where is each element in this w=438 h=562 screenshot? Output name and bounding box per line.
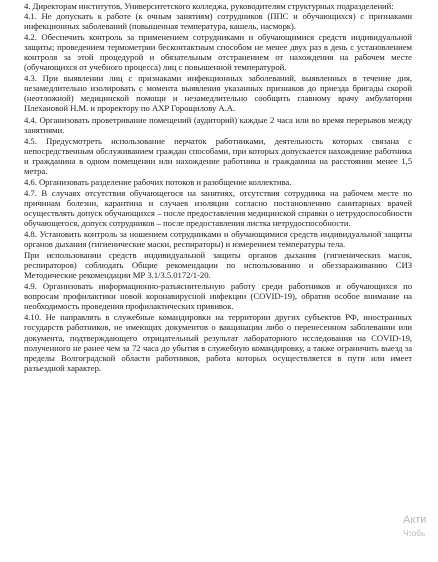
paragraph-4-3: 4.3. При выявлении лиц с признаками инфекционных заболеваний, выявленных в течение дня, незамедлительно изолировать с момента выявления указанных признаков до приезда бригады скорой (неотложной) медицинской помощи и незамедлительно сообщить главному врачу амбулатории Плехановой Н.М. и проректору по АХР Горощилову А.А.	[24, 73, 412, 114]
paragraph-4-7: 4.7. В случаях отсутствия обучающегося на занятиях, отсутствия сотрудника на рабочем месте по причинам болезни, карантина и случаев изоляции согласно постановлению санитарных врачей осуществлять допуск обучающихся – после предоставления медицинской справки о нетрудоспособности обучающегося, допуск сотрудников – после предоставления листка нетрудоспособности.	[24, 187, 412, 228]
paragraph-4-9: 4.9. Организовать информационно-разъяснительную работу среди работников и обучающихся по вопросам профилактики новой коронавирусной инфекции (COVID-19), обратив особое внимание на необходимость проведения профилактических прививок.	[24, 281, 412, 312]
paragraph-4-1: 4.1. Не допускать к работе (к очным занятиям) сотрудников (ППС и обучающихся) с признаками инфекционных заболеваний (повышенная температура, кашель, насморк).	[24, 11, 412, 32]
watermark-line-2: Чтобь	[403, 529, 426, 538]
paragraph-4-8: 4.8. Установить контроль за ношением сотрудниками и обучающимися средств индивидуальной защиты органов дыхания (гигиенические маски, респираторы) и измерением температуры тела.	[24, 229, 412, 250]
paragraph-4-6: 4.6. Организовать разделение рабочих потоков и разобщение коллектива.	[24, 176, 292, 187]
paragraph-4-5: 4.5. Предусмотреть использование перчаток работниками, деятельность которых связана с непосредственным обслуживанием граждан способами, при которых допускается нахождение работника и гражданина в одном помещении или нахождение работника и гражданина на расстоянии менее 1,5 метра.	[24, 135, 412, 176]
section-4-heading: 4. Директорам институтов, Университетского колледжа, руководителям структурных подразделений:	[24, 1, 394, 11]
paragraph-4-10: 4.10. Не направлять в служебные командировки на территории других субъектов РФ, иностранных государств работников, не имеющих документов о вакцинации либо о перенесенном заболевании или документа, подтверждающего отрицательный результат лабораторного исследования на COVID-19, полученного не ранее чем за 72 часа до убытия в служебную командировку, а также ограничить выезд за пределы Волгоградской области работников, работа которых осуществляется в пути или имеет разъездной характер.	[24, 312, 412, 373]
paragraph-4-8-note: При использовании средств индивидуальной защиты органов дыхания (гигиенических масок, респираторов) соблюдать Общие рекомендации по использованию и обеззараживанию СИЗ Методические рекомендации МР 3.1/3.5.0172/1-20.	[24, 250, 412, 281]
paragraph-4-2: 4.2. Обеспечить контроль за применением сотрудниками и обучающимися средств индивидуальной защиты; проведением термометрии бесконтактным способом не менее двух раз в день с установлением контроля за этой процедурой и обязательным отстранением от нахождения на рабочем месте (обучающихся от учебного процесса) лиц с повышенной температурой.	[24, 32, 412, 73]
watermark-line-1: Акти	[403, 514, 427, 526]
activation-watermark	[403, 513, 426, 541]
paragraph-4-4: 4.4. Организовать проветривание помещений (аудиторий) каждые 2 часа или во время перерывов между занятиями.	[24, 114, 412, 135]
